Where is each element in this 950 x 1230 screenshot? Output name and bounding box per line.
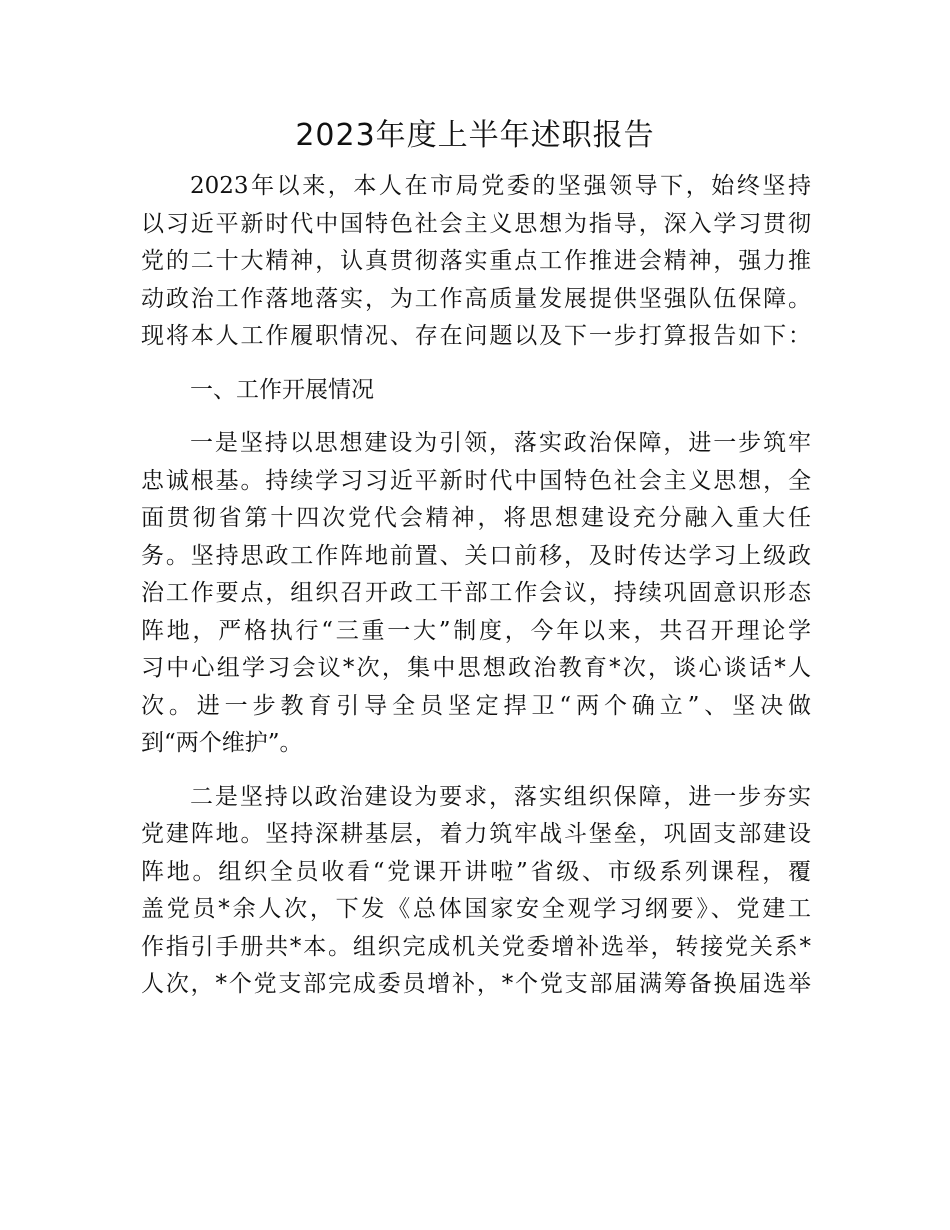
text-line: 一是坚持以思想建设为引领，落实政治保障，进一步筑牢 xyxy=(190,430,811,456)
section-heading xyxy=(141,372,811,410)
text-line: 作指引手册共*本。组织完成机关党委增补选举，转接党关系* xyxy=(141,933,811,960)
text-line: 治工作要点，组织召开政工干部工作会议，持续巩固意识形态 xyxy=(141,580,811,606)
text-line: 务。坚持思政工作阵地前置、关口前移，及时传达学习上级政 xyxy=(141,542,811,569)
text-line: 党建阵地。坚持深耕基层，着力筑牢战斗堡垒，巩固支部建设 xyxy=(141,821,811,847)
text-line: 2023年以来，本人在市局党委的坚强领导下，始终坚持 xyxy=(190,173,811,199)
text-line: 忠诚根基。持续学习习近平新时代中国特色社会主义思想，全 xyxy=(141,467,811,494)
text-line: 二是坚持以政治建设为要求，落实组织保障，进一步夯实 xyxy=(190,783,811,810)
document-title: 2023年度上半年述职报告 xyxy=(295,118,655,153)
text-line: 到“两个维护”。 xyxy=(141,730,303,756)
text-line: 习中心组学习会议*次，集中思想政治教育*次，谈心谈话*人 xyxy=(141,655,811,681)
text-line: 次。进一步教育引导全员坚定捍卫“两个确立”、坚决做 xyxy=(141,692,811,719)
text-line: 盖党员*余人次，下发《总体国家安全观学习纲要》、党建工 xyxy=(141,896,811,922)
text-line: 阵地，严格执行“三重一大”制度，今年以来，共召开理论学 xyxy=(141,617,811,644)
text-line: 党的二十大精神，认真贯彻落实重点工作推进会精神，强力推 xyxy=(141,248,811,274)
body-paragraph-2 xyxy=(141,779,811,1004)
text-line: 面贯彻省第十四次党代会精神，将思想建设充分融入重大任 xyxy=(141,505,811,531)
text-line: 一、工作开展情况 xyxy=(190,376,374,403)
text-line: 阵地。组织全员收看“党课开讲啦”省级、市级系列课程，覆 xyxy=(141,858,811,885)
text-line: 人次，*个党支部完成委员增补，*个党支部届满筹备换届选举 xyxy=(141,971,811,997)
text-line: 以习近平新时代中国特色社会主义思想为指导，深入学习贯彻 xyxy=(141,210,811,237)
text-line: 动政治工作落地落实，为工作高质量发展提供坚强队伍保障。 xyxy=(141,285,811,312)
body-paragraph-1 xyxy=(141,425,811,763)
intro-paragraph xyxy=(141,168,811,356)
text-line: 现将本人工作履职情况、存在问题以及下一步打算报告如下： xyxy=(141,323,811,349)
document-body xyxy=(141,168,811,1004)
